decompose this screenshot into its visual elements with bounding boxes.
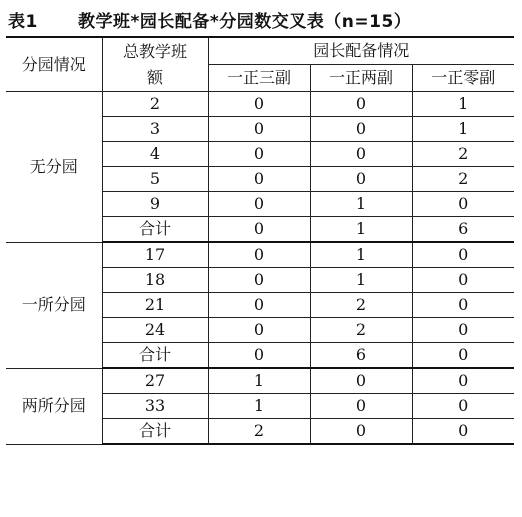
header-classes	[102, 37, 208, 92]
count-cell: 0	[412, 368, 514, 394]
count-cell: 0	[310, 92, 412, 117]
class-size-cell: 17	[102, 242, 208, 268]
header-classes-text: 总教学班额	[123, 41, 188, 87]
table-body	[6, 92, 514, 445]
table-row	[6, 242, 514, 268]
class-size-cell: 4	[102, 142, 208, 167]
branch-group-label: 一所分园	[6, 242, 102, 368]
count-cell: 1	[310, 242, 412, 268]
class-size-cell: 5	[102, 167, 208, 192]
header-sub-2: 一正两副	[310, 65, 412, 92]
class-size-cell: 33	[102, 394, 208, 419]
class-size-cell: 3	[102, 117, 208, 142]
table-row	[6, 92, 514, 117]
count-cell: 0	[310, 394, 412, 419]
count-cell: 2	[208, 419, 310, 445]
class-size-cell: 2	[102, 92, 208, 117]
header-sub-3: 一正零副	[412, 65, 514, 92]
header-sub-1: 一正三副	[208, 65, 310, 92]
header-principal-group: 园长配备情况	[208, 37, 514, 65]
class-size-cell: 合计	[102, 343, 208, 369]
count-cell: 0	[412, 318, 514, 343]
table-caption	[8, 6, 411, 32]
header-branch: 分园情况	[6, 37, 102, 92]
count-cell: 0	[208, 167, 310, 192]
count-cell: 0	[208, 117, 310, 142]
count-cell: 2	[310, 293, 412, 318]
count-cell: 6	[310, 343, 412, 369]
count-cell: 2	[310, 318, 412, 343]
count-cell: 0	[310, 368, 412, 394]
count-cell: 0	[208, 142, 310, 167]
count-cell: 0	[412, 242, 514, 268]
count-cell: 1	[412, 117, 514, 142]
count-cell: 0	[310, 419, 412, 445]
count-cell: 0	[208, 217, 310, 243]
class-size-cell: 9	[102, 192, 208, 217]
count-cell: 0	[310, 142, 412, 167]
class-size-cell: 18	[102, 268, 208, 293]
branch-group-label: 无分园	[6, 92, 102, 243]
count-cell: 0	[412, 419, 514, 445]
count-cell: 0	[208, 92, 310, 117]
count-cell: 1	[208, 368, 310, 394]
count-cell: 1	[310, 192, 412, 217]
count-cell: 0	[412, 293, 514, 318]
count-cell: 6	[412, 217, 514, 243]
cross-table	[6, 36, 514, 445]
table-title: 教学班*园长配备*分园数交叉表（n=15）	[78, 11, 412, 32]
count-cell: 1	[208, 394, 310, 419]
class-size-cell: 合计	[102, 217, 208, 243]
class-size-cell: 24	[102, 318, 208, 343]
count-cell: 0	[208, 192, 310, 217]
class-size-cell: 27	[102, 368, 208, 394]
count-cell: 0	[208, 268, 310, 293]
class-size-cell: 合计	[102, 419, 208, 445]
count-cell: 0	[208, 242, 310, 268]
count-cell: 1	[412, 92, 514, 117]
table-number: 表1	[8, 11, 38, 32]
count-cell: 0	[412, 268, 514, 293]
count-cell: 0	[412, 343, 514, 369]
count-cell: 0	[208, 343, 310, 369]
table-row	[6, 368, 514, 394]
count-cell: 0	[412, 394, 514, 419]
count-cell: 0	[310, 167, 412, 192]
count-cell: 1	[310, 268, 412, 293]
count-cell: 1	[310, 217, 412, 243]
count-cell: 2	[412, 167, 514, 192]
branch-group-label: 两所分园	[6, 368, 102, 444]
count-cell: 0	[208, 318, 310, 343]
class-size-cell: 21	[102, 293, 208, 318]
count-cell: 0	[310, 117, 412, 142]
count-cell: 2	[412, 142, 514, 167]
count-cell: 0	[208, 293, 310, 318]
count-cell: 0	[412, 192, 514, 217]
